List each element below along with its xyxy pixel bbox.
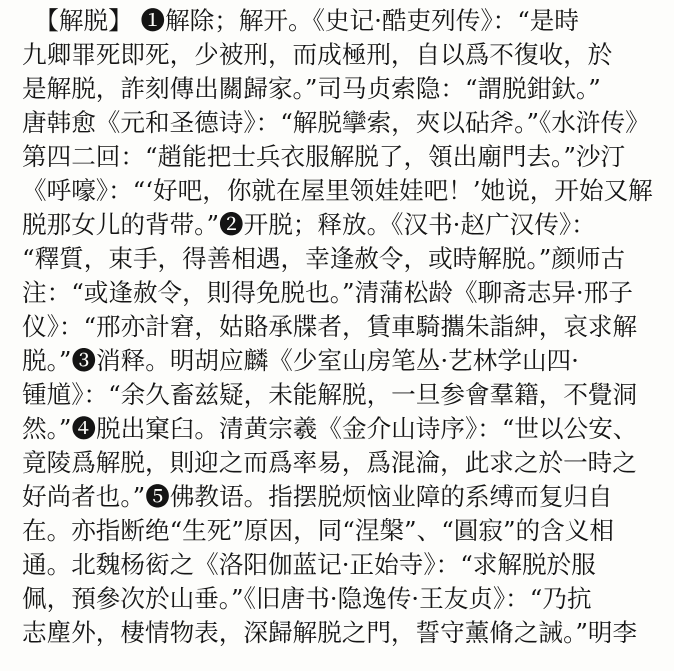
entry-line-7: 脱那女儿的背带。”❷开脱；释放。《汉书·赵广汉传》： <box>22 210 596 239</box>
entry-line-11: 脱。”❸消释。明胡应麟《少室山房笔丛·艺林学山四· <box>22 346 579 375</box>
entry-line-3: 是解脱，詐刻傳出關歸家。”司马贞索隐：“謂脱鉗釱。” <box>22 74 601 103</box>
entry-line-15: 好尚者也。”❺佛教语。指摆脱烦恼业障的系缚而复归自 <box>22 482 613 511</box>
entry-line-19: 志塵外，棲情物表，深歸解脱之門，誓守薰脩之誡。”明李 <box>22 618 638 647</box>
entry-line-14: 竟陵爲解脱，則迎之而爲率易，爲混淪，此求之於一時之 <box>22 448 637 477</box>
entry-line-18: 佩，預參次於山垂。”《旧唐书·隐逸传·王友贞》：“乃抗 <box>22 584 592 613</box>
entry-line-16: 在。亦指断绝“生死”原因，同“涅槃”、“圓寂”的含义相 <box>22 516 614 545</box>
entry-line-6: 《呼嚎》：“‘好吧，你就在屋里领娃娃吧！’她说，开始又解 <box>22 176 653 205</box>
entry-line-17: 通。北魏杨衒之《洛阳伽蓝记·正始寺》：“求解脱於服 <box>22 550 596 579</box>
entry-line-13: 然。”❹脱出窠臼。清黄宗羲《金介山诗序》：“世以公安、 <box>22 414 638 443</box>
entry-line-10: 仪》：“邢亦計窘，姑賂承牒者，賃車騎攜朱詣紳，哀求解 <box>22 312 638 341</box>
entry-line-8: “釋質，束手，得善相遇，幸逢赦令，或時解脱。”颜师古 <box>22 244 626 273</box>
entry-line-9: 注：“或逢赦令，則得免脱也。”清蒲松龄《聊斋志异·邢子 <box>22 278 633 307</box>
entry-line-5: 第四二回：“趙能把士兵衣服解脱了，領出廟門去。”沙汀 <box>22 142 626 171</box>
entry-line-4: 唐韩愈《元和圣德诗》：“解脱攣索，夾以砧斧。”《水浒传》 <box>22 108 650 137</box>
entry-line-12: 锺馗》：“余久畜兹疑，未能解脱，一旦参會羣籍，不覺洞 <box>22 380 638 409</box>
entry-line-1: 【解脱】 ❶解除；解开。《史记·酷吏列传》：“是時 <box>22 6 579 35</box>
entry-line-2: 九卿罪死即死，少被刑，而成極刑，自以爲不復收，於 <box>22 40 613 69</box>
